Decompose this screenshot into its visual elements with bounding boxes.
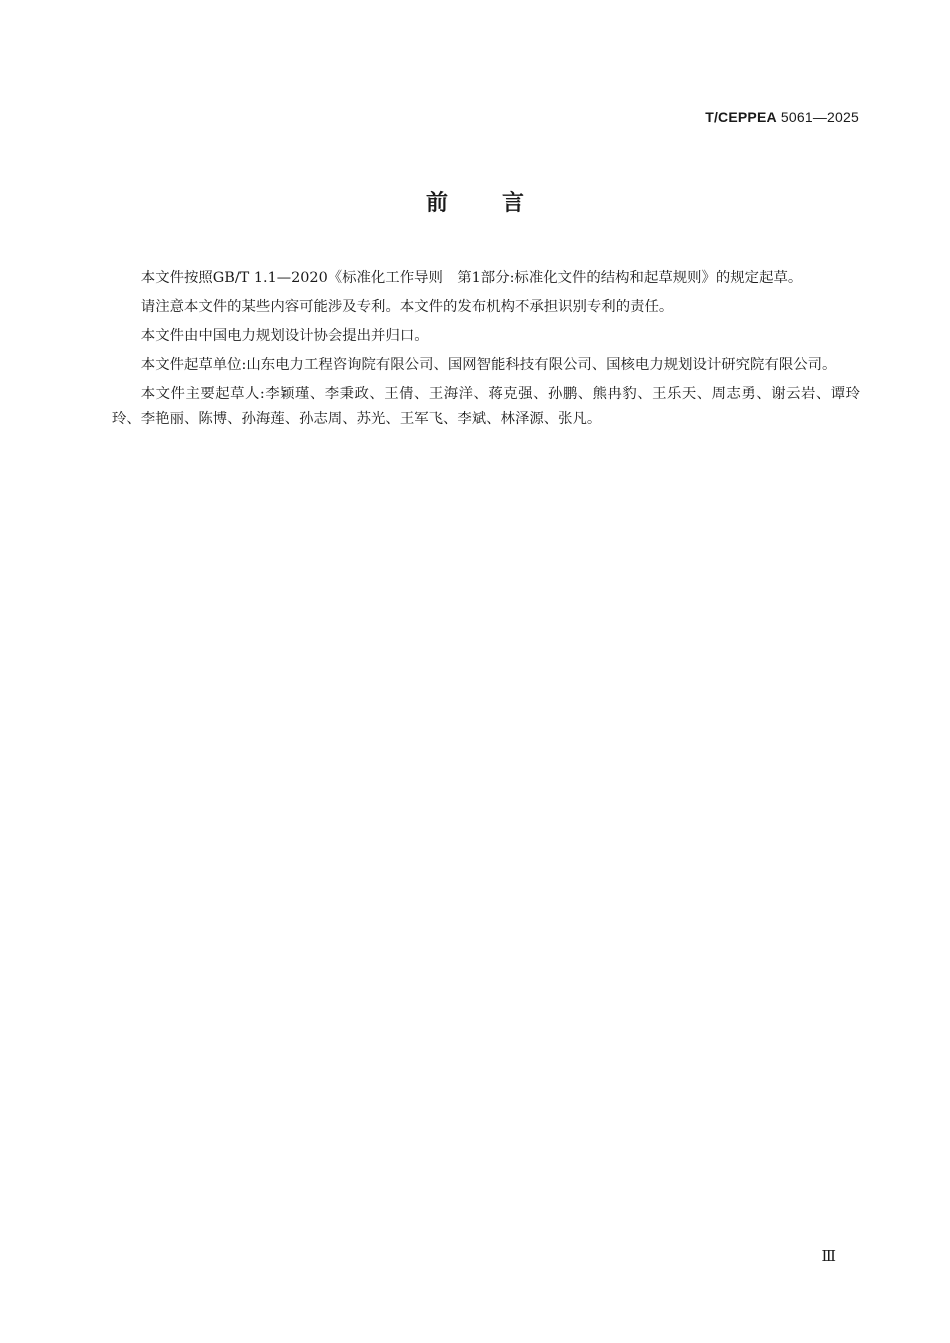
paragraph-drafting-rules: 本文件按照GB/T 1.1—2020《标准化工作导则 第1部分:标准化文件的结构和起草规则》的规定起草。	[140, 270, 803, 286]
foreword-body	[112, 266, 860, 436]
standard-code	[705, 109, 859, 125]
paragraph-drafters: 本文件主要起草人:李颖瑾、李秉政、王倩、王海洋、蒋克强、孙鹏、熊冉豹、王乐天、周志勇、谢云岩、谭玲玲、李艳丽、陈博、孙海莲、孙志周、苏光、王军飞、李斌、林泽源、张凡。	[112, 386, 860, 427]
standard-code-number: 5061—2025	[780, 109, 859, 125]
standard-code-prefix: T/CEPPEA	[705, 109, 777, 125]
paragraph-patent-notice: 请注意本文件的某些内容可能涉及专利。本文件的发布机构不承担识别专利的责任。	[140, 299, 674, 315]
page-number: Ⅲ	[821, 1247, 836, 1265]
paragraph-drafting-units: 本文件起草单位:山东电力工程咨询院有限公司、国网智能科技有限公司、国核电力规划设计研究院有限公司。	[140, 357, 837, 373]
paragraph-proposer: 本文件由中国电力规划设计协会提出并归口。	[140, 328, 429, 344]
page-title: 前言	[425, 191, 578, 216]
